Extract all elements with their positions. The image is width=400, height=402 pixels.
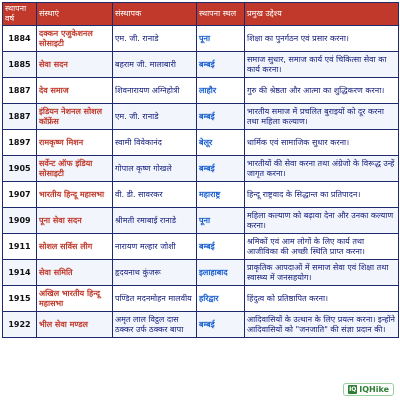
cell-objective: श्रमिकों एवं आम लोगों के लिए कार्य तथा आजीविका की अच्छी स्थिति प्राप्त करना।	[245, 234, 399, 260]
document-sheet	[2, 2, 398, 398]
cell-objective: प्राकृतिक आपदाओं में समाज सेवा एवं शिक्षा तथा स्वास्थ्य में जनसहयोग।	[245, 260, 399, 286]
cell-institution: सर्वेन्ट ऑफ इंडिया सोसाइटी	[37, 156, 113, 182]
cell-objective: समाज सुधार, समाज कार्य एवं चिकित्सा सेवा का कार्य करना।	[245, 52, 399, 78]
cell-objective: महिला कल्याण को बढ़ावा देना और उनका कल्याण करना।	[245, 208, 399, 234]
header-institution: संस्थाएं	[37, 3, 113, 26]
table-body	[3, 26, 399, 338]
cell-year: 1887	[3, 78, 37, 104]
cell-institution: देव समाज	[37, 78, 113, 104]
cell-place: इलाहाबाद	[197, 260, 245, 286]
table-row	[3, 104, 399, 130]
cell-year: 1907	[3, 182, 37, 208]
cell-place: बम्बई	[197, 234, 245, 260]
cell-founder: पण्डित मदनमोहन मालवीय	[113, 286, 197, 312]
cell-year: 1884	[3, 26, 37, 52]
table-header	[3, 3, 399, 26]
header-founder: संस्थापक	[113, 3, 197, 26]
cell-institution: भारतीय हिन्दू महासभा	[37, 182, 113, 208]
cell-institution: भील सेवा मण्डल	[37, 312, 113, 338]
cell-place: बम्बई	[197, 156, 245, 182]
table-row	[3, 26, 399, 52]
cell-objective: गुरु की श्रेष्ठता और आत्मा का शुद्धिकरण करना।	[245, 78, 399, 104]
cell-objective: भारतीय समाज में प्रचलित बुराइयों को दूर करना तथा महिला कल्याण।	[245, 104, 399, 130]
watermark-text: IQHike	[359, 385, 389, 394]
cell-institution: रामकृष्ण मिशन	[37, 130, 113, 156]
cell-year: 1915	[3, 286, 37, 312]
cell-year: 1909	[3, 208, 37, 234]
table-row	[3, 208, 399, 234]
header-place: स्थापना स्थल	[197, 3, 245, 26]
table-row	[3, 52, 399, 78]
cell-institution: इंडियन नेशनल सोशल कॉफ्रेंस	[37, 104, 113, 130]
cell-founder: वी. डी. सावरकर	[113, 182, 197, 208]
cell-place: बम्बई	[197, 52, 245, 78]
header-year: स्थापना वर्ष	[3, 3, 37, 26]
cell-year: 1922	[3, 312, 37, 338]
cell-objective: भारतीयों की सेवा करना तथा अंग्रेजो के विरूद्ध उन्हें जागृत करना।	[245, 156, 399, 182]
cell-objective: धार्मिक एवं सामाजिक सुधार करना।	[245, 130, 399, 156]
cell-year: 1905	[3, 156, 37, 182]
table-row	[3, 234, 399, 260]
header-objective: प्रमुख उद्देश्य	[245, 3, 399, 26]
cell-institution: सेवा सदन	[37, 52, 113, 78]
cell-founder: एम. जी. रानाडे	[113, 26, 197, 52]
cell-founder: नारायण मल्हार जोशी	[113, 234, 197, 260]
cell-year: 1887	[3, 104, 37, 130]
table-row	[3, 130, 399, 156]
cell-founder: हृदयनाथ कुंजरू	[113, 260, 197, 286]
cell-founder: अमृत लाल विट्ठल दास ठक्कर उर्फ ठक्कर बापा	[113, 312, 197, 338]
table-row	[3, 182, 399, 208]
cell-objective: शिक्षा का पुनर्गठन एवं प्रसार करना।	[245, 26, 399, 52]
cell-institution: सोशल सर्विस लीग	[37, 234, 113, 260]
cell-founder: शिवनारायण अग्निहोत्री	[113, 78, 197, 104]
cell-founder: बहराम जी. मालाबारी	[113, 52, 197, 78]
cell-year: 1885	[3, 52, 37, 78]
cell-place: लाहौर	[197, 78, 245, 104]
table-row	[3, 156, 399, 182]
header-row	[3, 3, 399, 26]
watermark-logo	[343, 383, 394, 396]
cell-founder: एम. जी. रानाडे	[113, 104, 197, 130]
cell-place: बेलूर	[197, 130, 245, 156]
cell-founder: स्वामी विवेकानंद	[113, 130, 197, 156]
cell-founder: श्रीमती रमाबाई रानाडे	[113, 208, 197, 234]
table-row	[3, 286, 399, 312]
table-row	[3, 312, 399, 338]
cell-institution: सेवा समिति	[37, 260, 113, 286]
cell-place: बम्बई	[197, 104, 245, 130]
iqhike-logo-icon: IQ	[349, 386, 357, 393]
cell-objective: हिंदुत्व को प्रतिष्ठापित करना।	[245, 286, 399, 312]
table-row	[3, 78, 399, 104]
cell-objective: आदिवासियों के उत्थान के लिए प्रयत्न करना। इन्होंने आदिवासियों को "जनजाति" की संज्ञा प्रदान की।	[245, 312, 399, 338]
institutions-table	[2, 2, 399, 338]
cell-institution: दक्कन एजुकेशनल सोसाइटी	[37, 26, 113, 52]
table-row	[3, 260, 399, 286]
cell-year: 1911	[3, 234, 37, 260]
cell-place: पूना	[197, 208, 245, 234]
cell-place: पूना	[197, 26, 245, 52]
cell-year: 1914	[3, 260, 37, 286]
cell-objective: हिन्दू राष्ट्रवाद के सिद्धान्त का प्रतिपादन।	[245, 182, 399, 208]
cell-institution: अखिल भारतीय हिन्दू महासभा	[37, 286, 113, 312]
cell-place: हरिद्वार	[197, 286, 245, 312]
cell-founder: गोपाल कृष्ण गोखले	[113, 156, 197, 182]
cell-place: बम्बई	[197, 312, 245, 338]
cell-institution: पूना सेवा सदन	[37, 208, 113, 234]
cell-place: महाराष्ट्र	[197, 182, 245, 208]
cell-year: 1897	[3, 130, 37, 156]
